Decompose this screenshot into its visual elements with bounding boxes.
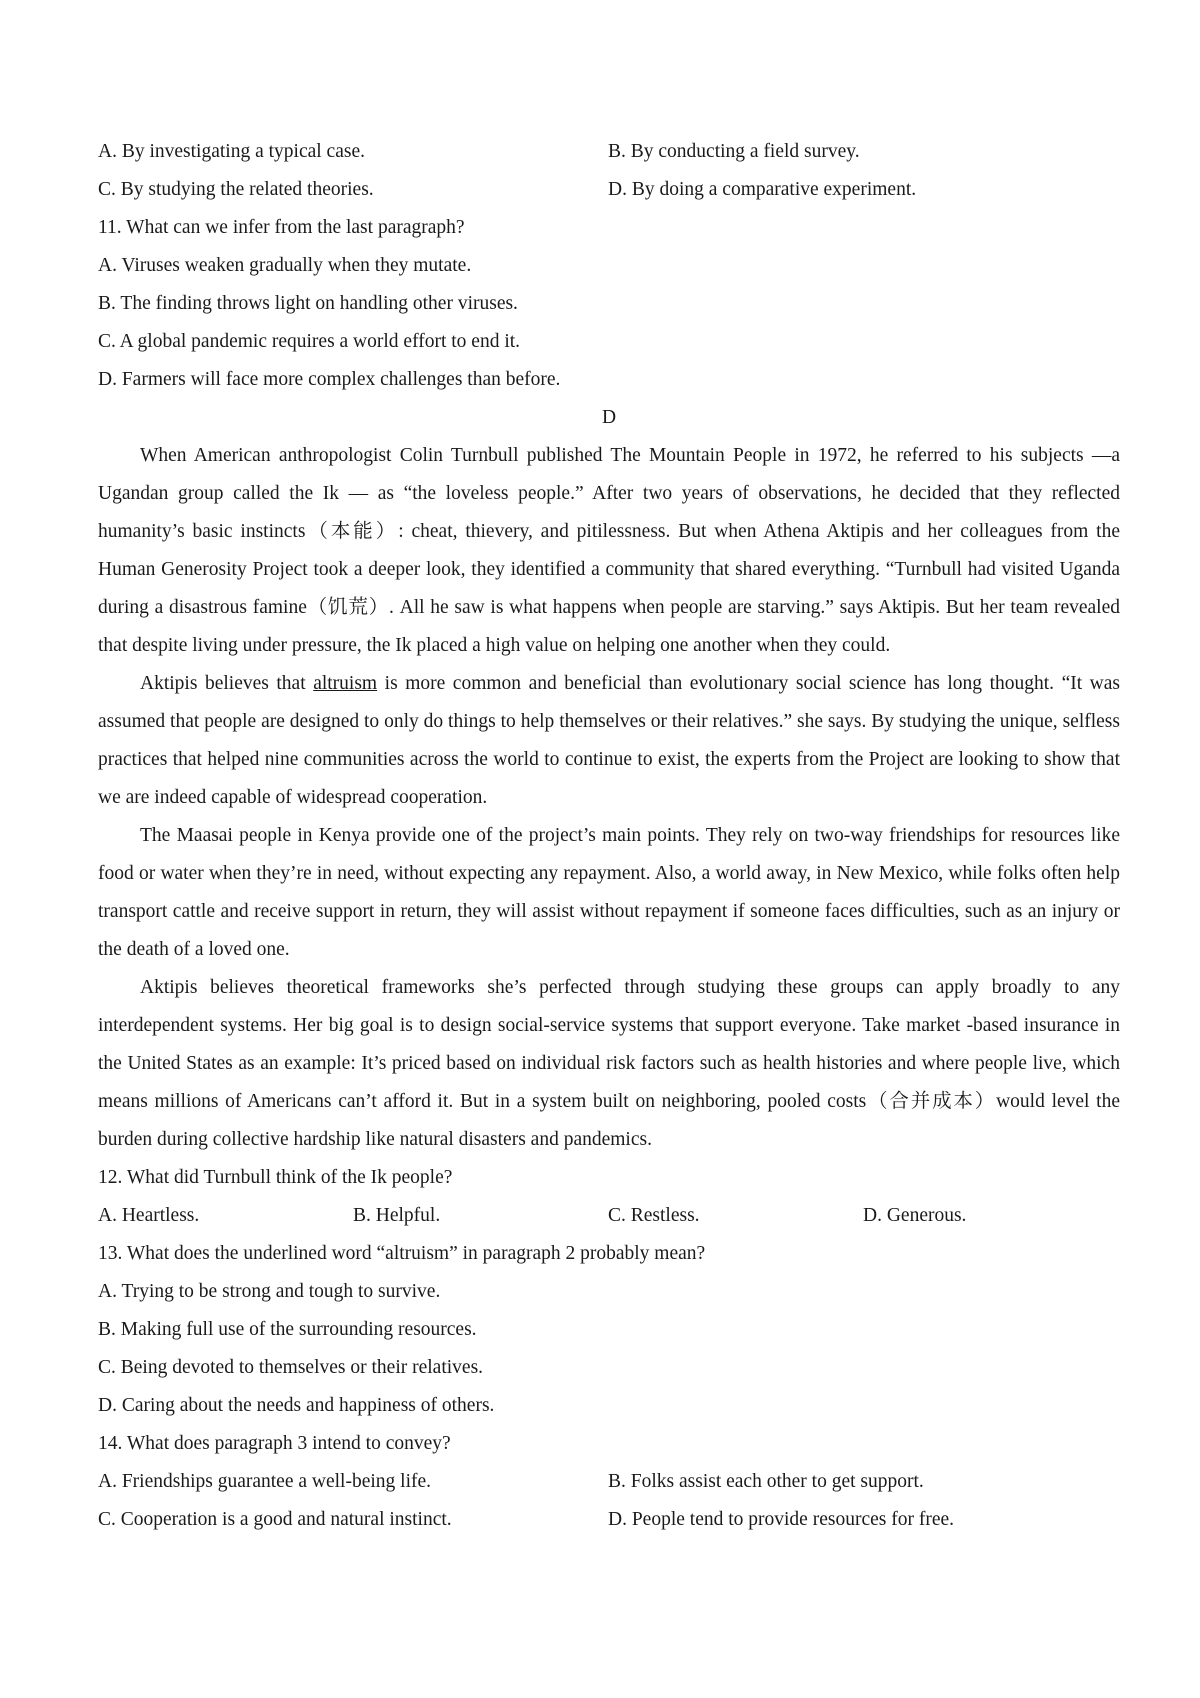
q10-option-b: B. By conducting a field survey. (608, 141, 860, 162)
q14-stem: 14. What does paragraph 3 intend to convey? (98, 1433, 451, 1454)
q14-option-b: B. Folks assist each other to get support. (608, 1471, 924, 1492)
passage-paragraph-4: Aktipis believes theoretical frameworks she’s perfected through studying these groups can apply broadly to any interdependent systems. Her big goal is to design social-service systems that support everyone. Take market -based insurance in the United States as an example: It’s priced based on individual risk factors such as health histories and where people live, which means millions of Americans can’t afford it. But in a system built on neighboring, pooled costs（合并成本）would level the burden during collective hardship like natural disasters and pandemics. (98, 977, 1120, 1150)
passage-paragraph-3: The Maasai people in Kenya provide one of the project’s main points. They rely on two-way friendships for resources like food or water when they’re in need, without expecting any repayment. Also, a world away, in New Mexico, while folks often help transport cattle and receive support in return, they will assist without repayment if someone faces difficulties, such as an injury or the death of a loved one. (98, 825, 1120, 960)
q14-options-row-2 (98, 1501, 1120, 1539)
q12-stem: 12. What did Turnbull think of the Ik people? (98, 1167, 453, 1188)
q12-option-a: A. Heartless. (98, 1205, 200, 1226)
q13-option-a: A. Trying to be strong and tough to survive. (98, 1281, 441, 1302)
q14-options-row-1 (98, 1463, 1120, 1501)
q12-options-row (98, 1197, 1120, 1235)
q12-option-b: B. Helpful. (353, 1205, 441, 1226)
q12-option-d: D. Generous. (863, 1205, 967, 1226)
q10-options-row-2 (98, 171, 1120, 209)
passage-paragraph-2 (98, 665, 1120, 817)
q13-stem: 13. What does the underlined word “altruism” in paragraph 2 probably mean? (98, 1243, 706, 1264)
passage-paragraph-1: When American anthropologist Colin Turnbull published The Mountain People in 1972, he referred to his subjects —a Ugandan group called the Ik — as “the loveless people.” After two years of observations, he decided that they reflected humanity’s basic instincts（本能）: cheat, thievery, and pitilessness. But when Athena Aktipis and her colleagues from the Human Generosity Project took a deeper look, they identified a community that shared everything. “Turnbull had visited Uganda during a disastrous famine（饥荒）. All he saw is what happens when people are starving.” says Aktipis. But her team revealed that despite living under pressure, the Ik placed a high value on helping one another when they could. (98, 445, 1120, 656)
q13-option-c: C. Being devoted to themselves or their relatives. (98, 1357, 484, 1378)
paragraph-2-rest: is more common and beneficial than evolutionary social science has long thought. “It was assumed that people are designed to only do things to help themselves or their relatives.” she says. By studying the unique, selfless practices that helped nine communities across the world to continue to exist, the experts from the Project are looking to show that we are indeed capable of widespread cooperation. (98, 673, 1121, 808)
underlined-word-altruism: altruism (313, 673, 378, 694)
q13-option-b: B. Making full use of the surrounding resources. (98, 1319, 477, 1340)
q11-option-b: B. The finding throws light on handling other viruses. (98, 293, 518, 314)
q10-option-c: C. By studying the related theories. (98, 179, 374, 200)
q11-stem: 11. What can we infer from the last paragraph? (98, 217, 465, 238)
q10-option-d: D. By doing a comparative experiment. (608, 179, 917, 200)
q14-option-d: D. People tend to provide resources for free. (608, 1509, 955, 1530)
q13-option-d: D. Caring about the needs and happiness of others. (98, 1395, 495, 1416)
q11-option-a: A. Viruses weaken gradually when they mutate. (98, 255, 472, 276)
paragraph-2-lead: Aktipis believes that (140, 673, 314, 694)
exam-page (98, 133, 1120, 1539)
q10-option-a: A. By investigating a typical case. (98, 141, 365, 162)
q11-option-d: D. Farmers will face more complex challenges than before. (98, 369, 561, 390)
q14-option-a: A. Friendships guarantee a well-being life. (98, 1471, 432, 1492)
q10-options-row-1 (98, 133, 1120, 171)
section-label: D (601, 407, 617, 428)
q12-option-c: C. Restless. (608, 1205, 700, 1226)
q14-option-c: C. Cooperation is a good and natural instinct. (98, 1509, 452, 1530)
q11-option-c: C. A global pandemic requires a world effort to end it. (98, 331, 521, 352)
